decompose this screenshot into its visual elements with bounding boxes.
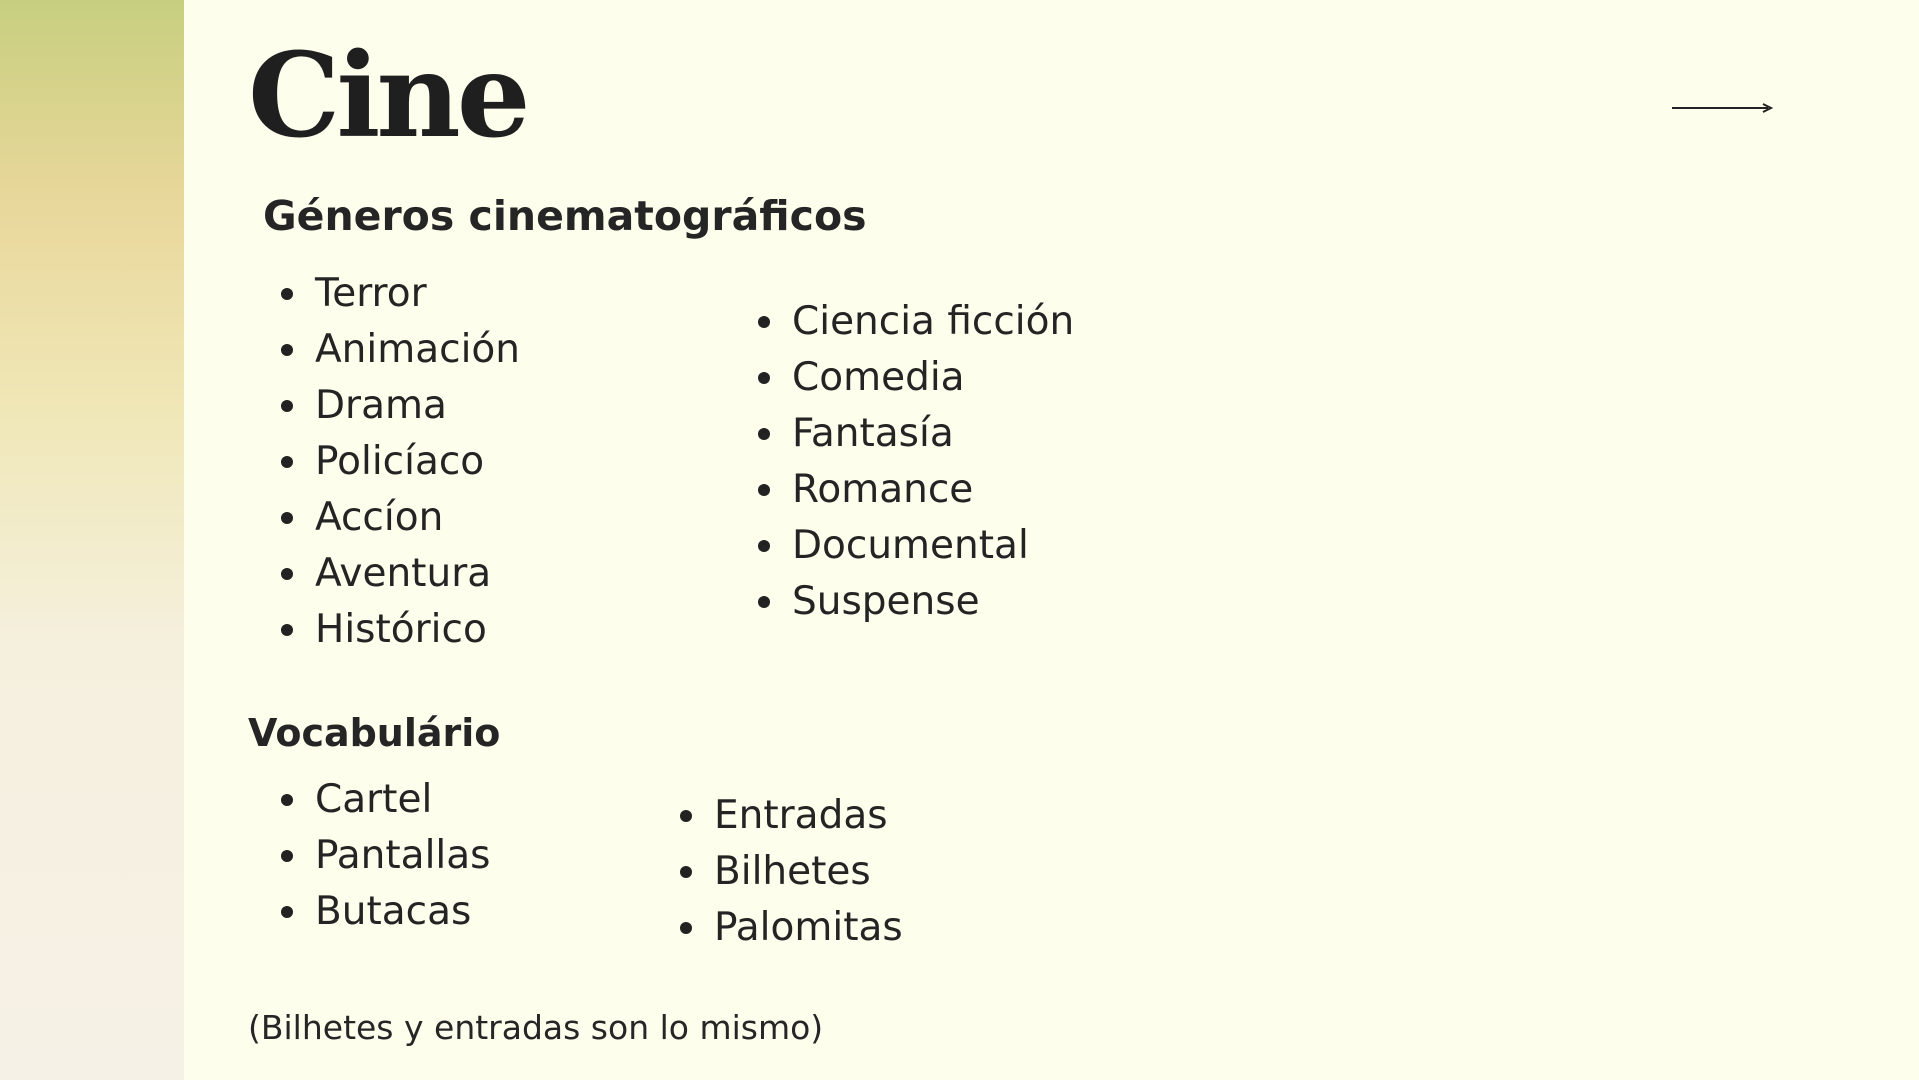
vocabulary-heading: Vocabulário [248,711,501,755]
bullet-icon [758,540,770,552]
vocabulary-item [281,884,490,940]
bullet-icon [758,596,770,608]
vocabulary-label: Bilhetes [714,849,871,894]
genre-item [758,518,1074,574]
genre-item [281,546,520,602]
genre-label: Fantasía [792,411,954,456]
slide-footnote: (Bilhetes y entradas son lo mismo) [248,1008,824,1047]
genre-label: Accíon [315,495,444,540]
genre-label: Drama [315,383,447,428]
genre-label: Suspense [792,579,980,624]
genre-item [281,602,520,658]
genre-label: Histórico [315,607,487,652]
bullet-icon [758,484,770,496]
genre-label: Comedia [792,355,965,400]
genre-label: Documental [792,523,1029,568]
bullet-icon [758,372,770,384]
vocabulary-item [680,900,903,956]
bullet-icon [281,344,293,356]
bullet-icon [680,922,692,934]
presentation-slide [184,0,1919,1080]
vocabulary-label: Butacas [315,889,472,934]
genre-item [758,574,1074,630]
vocabulary-label: Pantallas [315,833,491,878]
bullet-icon [281,794,293,806]
bullet-icon [281,624,293,636]
arrow-right-icon[interactable] [1672,100,1776,116]
vocabulary-item [680,844,903,900]
genre-label: Ciencia ficción [792,299,1075,344]
genre-label: Terror [315,271,427,316]
vocabulary-label: Palomitas [714,905,903,950]
bullet-icon [680,866,692,878]
bullet-icon [758,316,770,328]
bullet-icon [281,850,293,862]
slide-title: Cine [248,28,527,164]
bullet-icon [281,568,293,580]
genres-list-left [281,266,520,658]
vocabulary-item [281,772,490,828]
genre-item [281,490,520,546]
genre-label: Animación [315,327,520,372]
genre-item [281,322,520,378]
genre-item [758,294,1074,350]
genre-label: Aventura [315,551,492,596]
genres-list-right [758,294,1074,630]
bullet-icon [680,810,692,822]
genres-heading: Géneros cinematográficos [263,192,867,240]
vocabulary-item [680,788,903,844]
decorative-gradient-band [0,0,184,1080]
genre-label: Romance [792,467,974,512]
vocabulary-item [281,828,490,884]
vocabulary-list-left [281,772,490,940]
genre-item [758,462,1074,518]
vocabulary-list-right [680,788,903,956]
bullet-icon [281,456,293,468]
genre-item [758,406,1074,462]
bullet-icon [281,400,293,412]
bullet-icon [281,288,293,300]
genre-label: Policíaco [315,439,485,484]
genre-item [281,434,520,490]
bullet-icon [281,512,293,524]
bullet-icon [758,428,770,440]
vocabulary-label: Entradas [714,793,888,838]
vocabulary-label: Cartel [315,777,433,822]
genre-item [281,266,520,322]
bullet-icon [281,906,293,918]
genre-item [758,350,1074,406]
genre-item [281,378,520,434]
